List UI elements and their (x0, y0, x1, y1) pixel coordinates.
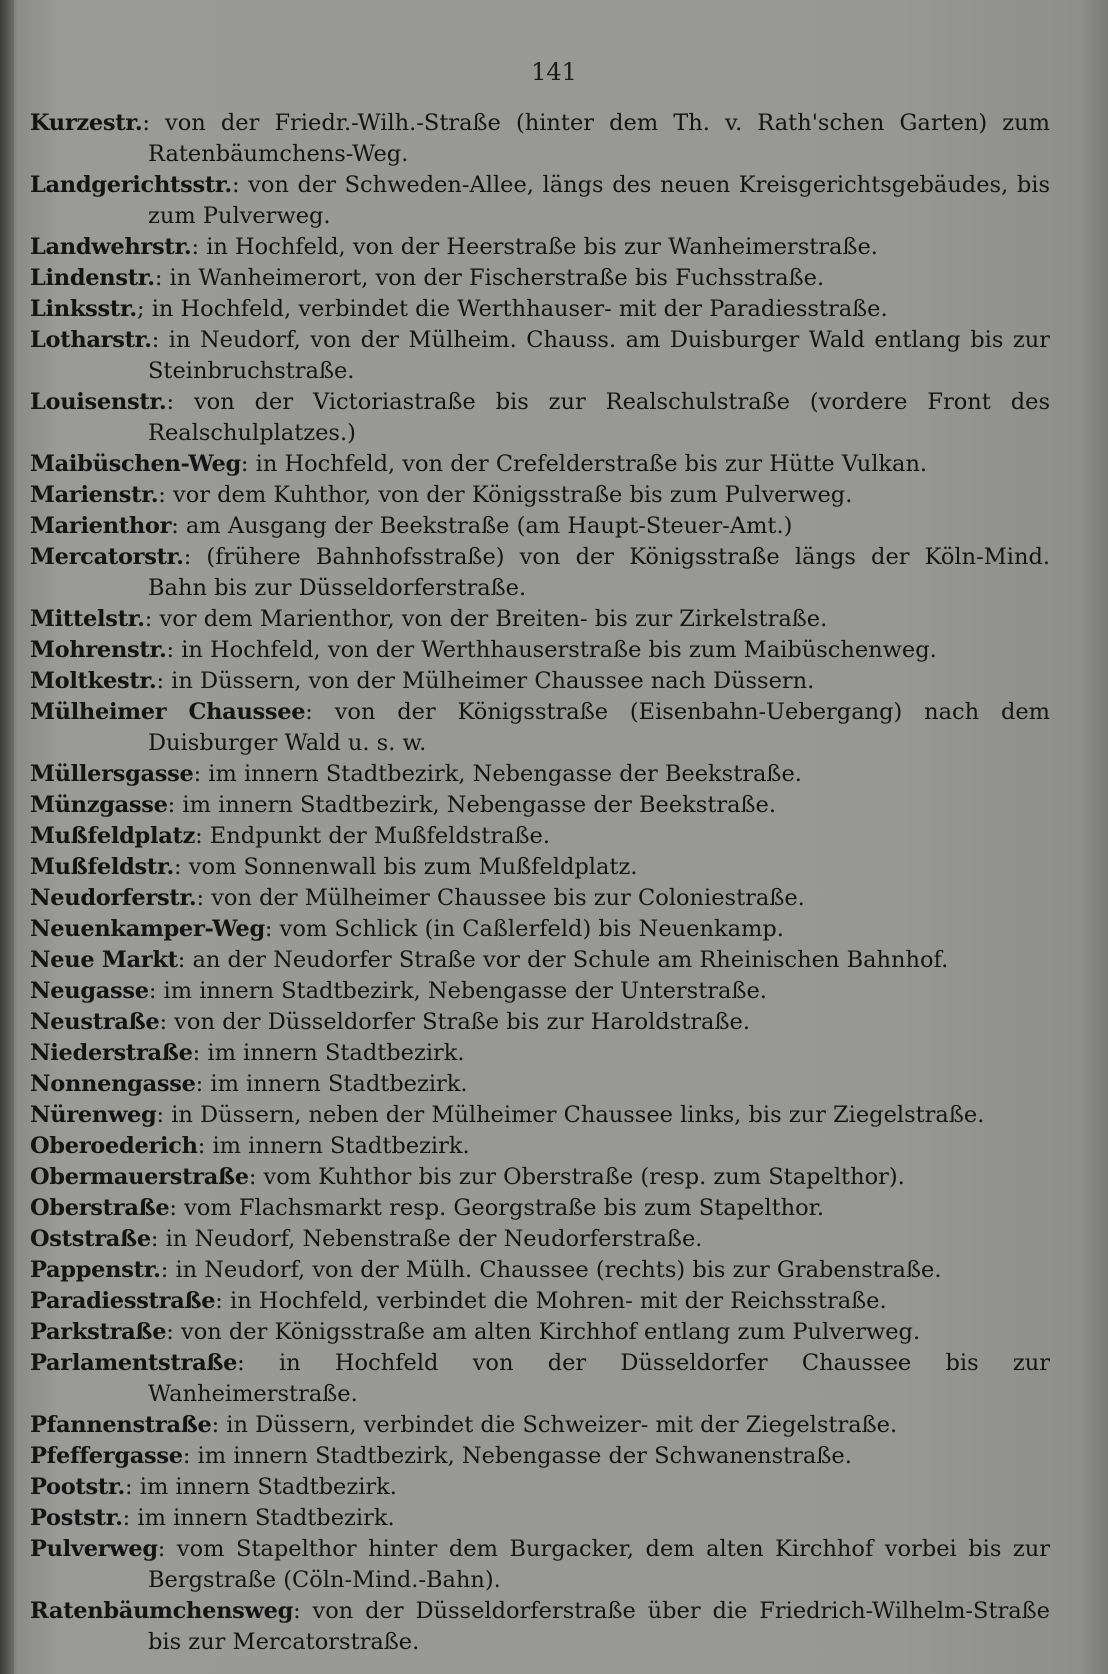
street-description: : im innern Stadtbezirk. (125, 1474, 397, 1500)
directory-entry (30, 1069, 1050, 1100)
street-name: Neustraße (30, 1009, 160, 1035)
street-description: : von der Schweden-Allee, längs des neuen Kreisgerichtsgebäudes, bis zum Pulverweg. (148, 172, 1050, 229)
directory-entry (30, 883, 1050, 914)
street-name: Mohrenstr. (30, 637, 167, 663)
street-description: : von der Königsstraße am alten Kirchhof entlang zum Pulverweg. (166, 1319, 921, 1345)
street-description: : vor dem Marienthor, von der Breiten- bis zur Zirkelstraße. (144, 606, 828, 632)
street-name: Neugasse (30, 978, 149, 1004)
street-description: : von der Düsseldorfer Straße bis zur Haroldstraße. (159, 1009, 750, 1035)
street-name: Mußfeldstr. (30, 854, 175, 880)
street-name: Moltkestr. (30, 668, 157, 694)
street-name: Maibüschen-Weg (30, 451, 241, 477)
street-description: : in Hochfeld, von der Heerstraße bis zur Wanheimerstraße. (191, 234, 878, 260)
street-name: Poststr. (30, 1505, 123, 1531)
street-name: Marienstr. (30, 482, 159, 508)
directory-entry (30, 232, 1050, 263)
street-name: Neuenkamper-Weg (30, 916, 265, 942)
street-name: Landwehrstr. (30, 234, 192, 260)
street-name: Nonnengasse (30, 1071, 196, 1097)
directory-entry (30, 1317, 1050, 1348)
directory-entry (30, 759, 1050, 790)
directory-entry (30, 1162, 1050, 1193)
book-spine (0, 0, 14, 1674)
street-description: ; in Hochfeld, verbindet die Werthhauser- mit der Paradiesstraße. (136, 296, 888, 322)
street-description: : in Düssern, von der Mülheimer Chaussee nach Düssern. (156, 668, 815, 694)
street-name: Parkstraße (30, 1319, 167, 1345)
street-name: Oberstraße (30, 1195, 170, 1221)
street-description: : in Düssern, neben der Mülheimer Chaussee links, bis zur Ziegelstraße. (156, 1102, 985, 1128)
street-name: Nürenweg (30, 1102, 157, 1128)
directory-entry (30, 914, 1050, 945)
street-name: Neue Markt (30, 947, 178, 973)
street-name: Marienthor (30, 513, 172, 539)
directory-entry (30, 480, 1050, 511)
street-description: : vom Schlick (in Caßlerfeld) bis Neuenkamp. (264, 916, 784, 942)
street-description: : im innern Stadtbezirk. (122, 1505, 395, 1531)
street-description: : vom Sonnenwall bis zum Mußfeldplatz. (174, 854, 638, 880)
street-name: Oststraße (30, 1226, 151, 1252)
directory-entry (30, 1503, 1050, 1534)
directory-entry (30, 1596, 1050, 1658)
directory-entry (30, 1534, 1050, 1596)
street-name: Mercatorstr. (30, 544, 184, 570)
directory-entry (30, 1472, 1050, 1503)
directory-entry (30, 821, 1050, 852)
directory-entry (30, 1100, 1050, 1131)
street-description: : in Wanheimerort, von der Fischerstraße bis Fuchsstraße. (154, 265, 825, 291)
directory-entry (30, 1255, 1050, 1286)
street-description: : vom Kuhthor bis zur Oberstraße (resp. zum Stapelthor). (248, 1164, 905, 1190)
directory-entry (30, 945, 1050, 976)
street-name: Lotharstr. (30, 327, 152, 353)
directory-entry (30, 1038, 1050, 1069)
street-description: : von der Victoriastraße bis zur Realschulstraße (vordere Front des Realschulplatzes.) (148, 389, 1050, 446)
directory-entry (30, 790, 1050, 821)
directory-entry (30, 449, 1050, 480)
directory-entry (30, 1348, 1050, 1410)
street-description: : in Hochfeld, von der Werthhauserstraße bis zum Maibüschenweg. (166, 637, 937, 663)
street-name: Ratenbäumchensweg (30, 1598, 294, 1624)
directory-entry (30, 635, 1050, 666)
street-description: : in Neudorf, Nebenstraße der Neudorferstraße. (150, 1226, 703, 1252)
street-description: : Endpunkt der Mußfeldstraße. (195, 823, 551, 849)
street-name: Landgerichtsstr. (30, 172, 232, 198)
street-name: Pappenstr. (30, 1257, 161, 1283)
directory-entry (30, 666, 1050, 697)
street-name: Obermauerstraße (30, 1164, 249, 1190)
street-description: : im innern Stadtbezirk, Nebengasse der Schwanenstraße. (182, 1443, 852, 1469)
street-description: : in Neudorf, von der Mülheim. Chauss. am Duisburger Wald entlang bis zur Steinbruchstraße. (148, 327, 1050, 384)
street-description: : vor dem Kuhthor, von der Königsstraße bis zum Pulverweg. (158, 482, 853, 508)
street-description: : von der Düsseldorferstraße über die Friedrich-Wilhelm-Straße bis zur Mercatorstraße. (148, 1598, 1050, 1655)
street-directory-list (30, 108, 1050, 1658)
street-description: : in Hochfeld, von der Crefelderstraße bis zur Hütte Vulkan. (240, 451, 928, 477)
street-name: Pootstr. (30, 1474, 126, 1500)
directory-entry (30, 542, 1050, 604)
street-name: Müllersgasse (30, 761, 194, 787)
directory-entry (30, 511, 1050, 542)
street-name: Mußfeldplatz (30, 823, 196, 849)
street-name: Münzgasse (30, 792, 168, 818)
directory-entry (30, 294, 1050, 325)
street-description: : von der Königsstraße (Eisenbahn-Uebergang) nach dem Duisburger Wald u. s. w. (148, 699, 1050, 756)
street-description: : in Neudorf, von der Mülh. Chaussee (rechts) bis zur Grabenstraße. (160, 1257, 942, 1283)
street-description: : von der Friedr.-Wilh.-Straße (hinter dem Th. v. Rath'schen Garten) zum Ratenbäumchens-Weg. (142, 110, 1050, 167)
directory-entry (30, 604, 1050, 635)
directory-entry (30, 263, 1050, 294)
street-description: : im innern Stadtbezirk, Nebengasse der Beekstraße. (167, 792, 777, 818)
directory-entry (30, 1224, 1050, 1255)
street-name: Neudorferstr. (30, 885, 197, 911)
street-name: Louisenstr. (30, 389, 167, 415)
street-name: Parlamentstraße (30, 1350, 238, 1376)
street-name: Kurzestr. (30, 110, 143, 136)
directory-entry (30, 1131, 1050, 1162)
directory-entry (30, 387, 1050, 449)
street-description: : im innern Stadtbezirk, Nebengasse der Beekstraße. (193, 761, 802, 787)
directory-entry (30, 697, 1050, 759)
street-name: Pfannenstraße (30, 1412, 212, 1438)
street-description: : an der Neudorfer Straße vor der Schule am Rheinischen Bahnhof. (177, 947, 949, 973)
street-description: : im innern Stadtbezirk. (192, 1040, 465, 1066)
street-description: : im innern Stadtbezirk. (197, 1133, 470, 1159)
street-description: : (frühere Bahnhofsstraße) von der Königsstraße längs der Köln-Mind. Bahn bis zur Düsseldorferstraße. (148, 544, 1050, 601)
directory-entry (30, 1007, 1050, 1038)
street-name: Pulverweg (30, 1536, 158, 1562)
street-name: Niederstraße (30, 1040, 193, 1066)
street-name: Paradiesstraße (30, 1288, 216, 1314)
directory-entry (30, 852, 1050, 883)
directory-entry (30, 1410, 1050, 1441)
directory-entry (30, 1286, 1050, 1317)
street-name: Mülheimer Chaussee (30, 699, 306, 725)
directory-entry (30, 1193, 1050, 1224)
directory-entry (30, 108, 1050, 170)
street-name: Pfeffergasse (30, 1443, 183, 1469)
street-name: Oberoederich (30, 1133, 198, 1159)
page-number: 141 (531, 58, 577, 86)
street-description: : in Düssern, verbindet die Schweizer- mit der Ziegelstraße. (211, 1412, 898, 1438)
street-description: : im innern Stadtbezirk. (195, 1071, 468, 1097)
street-description: : von der Mülheimer Chaussee bis zur Coloniestraße. (196, 885, 805, 911)
directory-entry (30, 170, 1050, 232)
street-description: : in Hochfeld, verbindet die Mohren- mit der Reichsstraße. (215, 1288, 887, 1314)
street-name: Linksstr. (30, 296, 137, 322)
street-name: Lindenstr. (30, 265, 155, 291)
directory-entry (30, 325, 1050, 387)
street-description: : in Hochfeld von der Düsseldorfer Chaussee bis zur Wanheimerstraße. (148, 1350, 1050, 1407)
street-description: : vom Stapelthor hinter dem Burgacker, dem alten Kirchhof vorbei bis zur Bergstraße (Cöln-Mind.-Bahn). (148, 1536, 1050, 1593)
street-description: : vom Flachsmarkt resp. Georgstraße bis zum Stapelthor. (169, 1195, 825, 1221)
street-description: : im innern Stadtbezirk, Nebengasse der Unterstraße. (148, 978, 767, 1004)
street-description: : am Ausgang der Beekstraße (am Haupt-Steuer-Amt.) (171, 513, 793, 539)
directory-entry (30, 1441, 1050, 1472)
street-name: Mittelstr. (30, 606, 145, 632)
directory-entry (30, 976, 1050, 1007)
